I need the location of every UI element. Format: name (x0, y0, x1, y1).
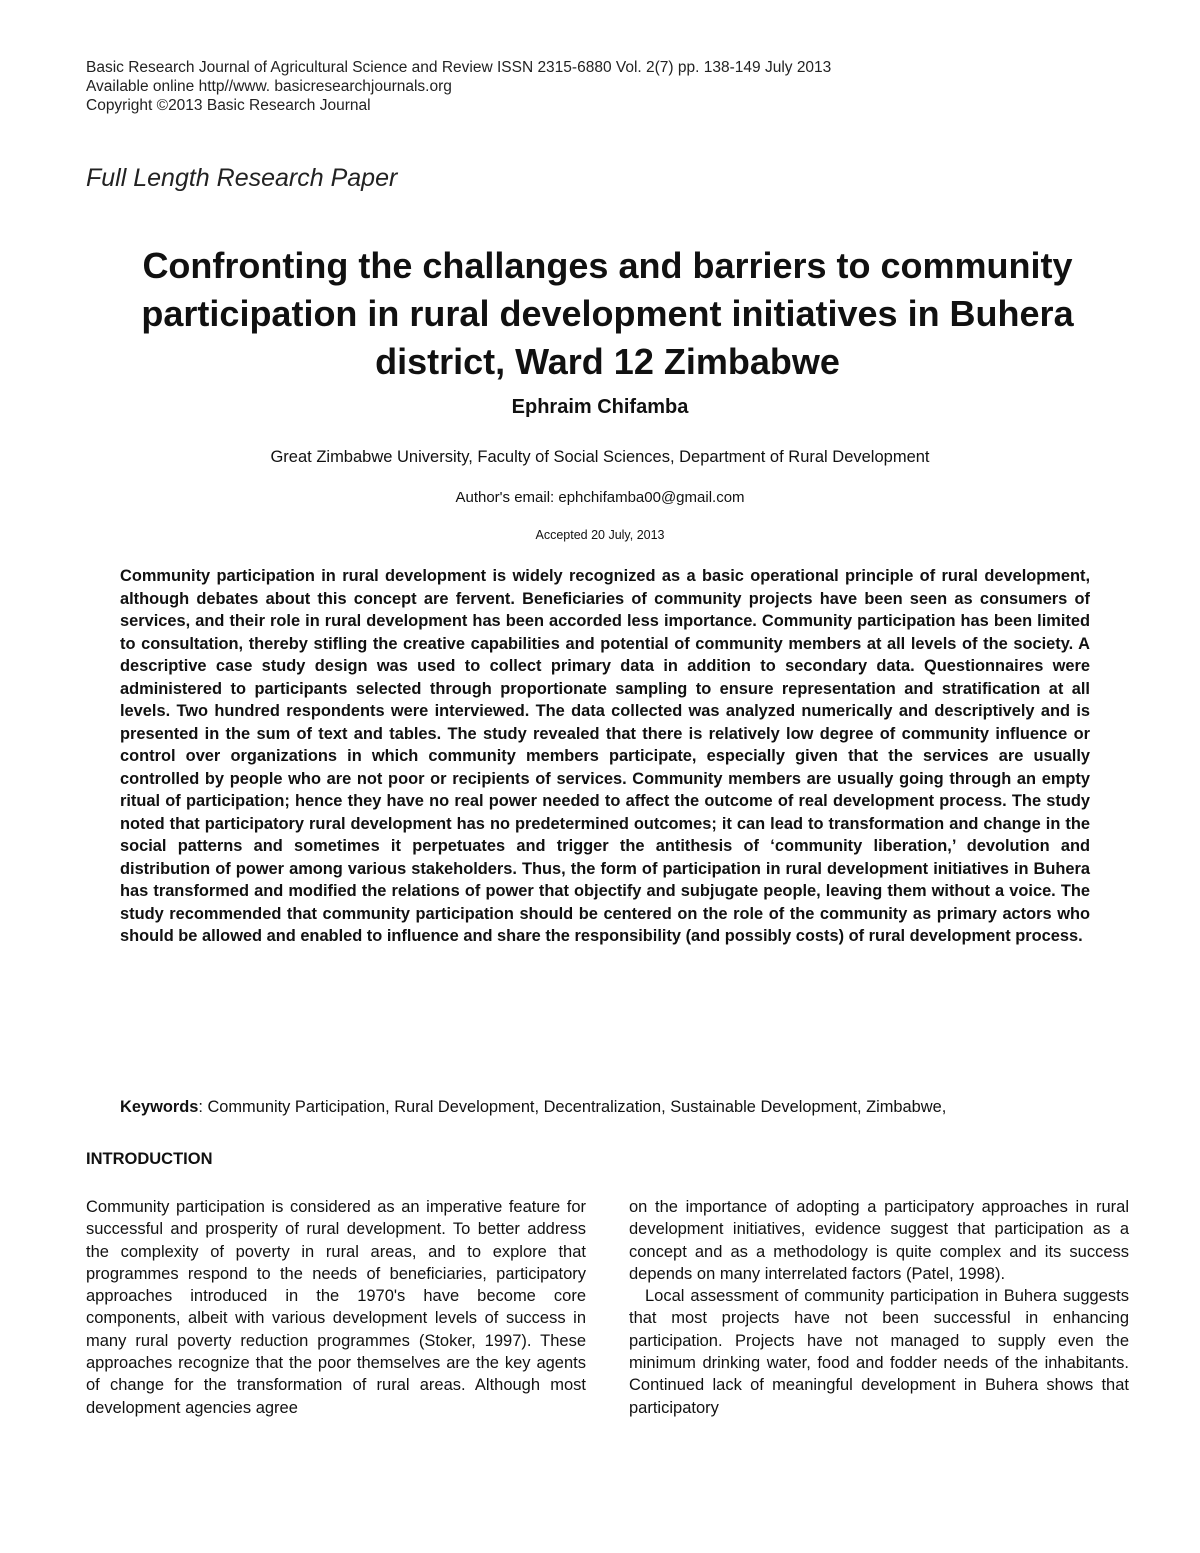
accepted-date: Accepted 20 July, 2013 (535, 528, 665, 542)
journal-header (86, 58, 1116, 115)
journal-copyright-line: Copyright ©2013 Basic Research Journal (86, 97, 371, 114)
intro-paragraph: Community participation is considered as an imperative feature for successful and prosperity of rural development. To better address the complexity of poverty in rural areas, and to explore that programmes respond to the needs of beneficiaries, participatory approaches introduced in the 1970's have become core components, albeit with various development levels of success in many rural poverty reduction programmes (Stoker, 1997). These approaches recognize that the poor themselves are the key agents of change for the transformation of rural areas. Although most development agencies agree (86, 1198, 586, 1417)
abstract: Community participation in rural development is widely recognized as a basic operational principle of rural development, although debates about this concept are fervent. Beneficiaries of community projects have been seen as consumers of services, and their role in rural development has been accorded less importance. Community participation has been limited to consultation, thereby stifling the creative capabilities and potential of community members at all levels of the society. A descriptive case study design was used to collect primary data in addition to secondary data. Questionnaires were administered to participants selected through proportionate sampling to ensure representation and stratification at all levels. Two hundred respondents were interviewed. The data collected was analyzed numerically and descriptively and is presented in the sum of text and tables. The study revealed that there is relatively low degree of community influence or control over organizations in which community members participate, especially given that the services are usually controlled by people who are not poor or recipients of services. Community members are usually going through an empty ritual of participation; hence they have no real power needed to affect the outcome of real development process. The study noted that participatory rural development has no predetermined outcomes; it can lead to transformation and change in the social patterns and sometimes it perpetuates and trigger the antithesis of ‘community liberation,’ devolution and distribution of power among various stakeholders. Thus, the form of participation in rural development initiatives in Buhera has transformed and modified the relations of power that objectify and subjugate people, leaving them without a voice. The study recommended that community participation should be centered on the role of the community as primary actors who should be allowed and enabled to influence and share the responsibility (and possibly costs) of rural development process. (120, 567, 1090, 945)
intro-right-column (629, 1196, 1129, 1419)
author-email: Author's email: ephchifamba00@gmail.com (455, 489, 745, 506)
intro-paragraph: Local assessment of community participation in Buhera suggests that most projects have not been successful in enhancing participation. Projects have not managed to supply even the minimum drinking water, food and fodder needs of the inhabitants. Continued lack of meaningful development in Buhera shows that participatory (629, 1287, 1129, 1417)
journal-online-line: Available online http//www. basicresearchjournals.org (86, 78, 452, 95)
keywords (120, 1096, 1090, 1118)
author-name: Ephraim Chifamba (511, 396, 689, 418)
keywords-label: Keywords (120, 1098, 199, 1116)
intro-left-column (86, 1196, 586, 1419)
paper-title: Confronting the challanges and barriers to community participation in rural development initiatives in Buhera district, Ward 12 Zimbabwe (141, 245, 1074, 382)
journal-citation-line: Basic Research Journal of Agricultural Science and Review ISSN 2315-6880 Vol. 2(7) pp. 138-149 July 2013 (86, 59, 832, 76)
keywords-list: : Community Participation, Rural Development, Decentralization, Sustainable Development, Zimbabwe, (198, 1098, 947, 1116)
author-affiliation: Great Zimbabwe University, Faculty of Social Sciences, Department of Rural Development (270, 448, 930, 466)
section-heading-introduction: INTRODUCTION (86, 1150, 213, 1168)
intro-paragraph: on the importance of adopting a participatory approaches in rural development initiatives, evidence suggest that participation as a concept and as a methodology is quite complex and its success depends on many interrelated factors (Patel, 1998). (629, 1198, 1129, 1283)
paper-type-label: Full Length Research Paper (86, 164, 398, 192)
